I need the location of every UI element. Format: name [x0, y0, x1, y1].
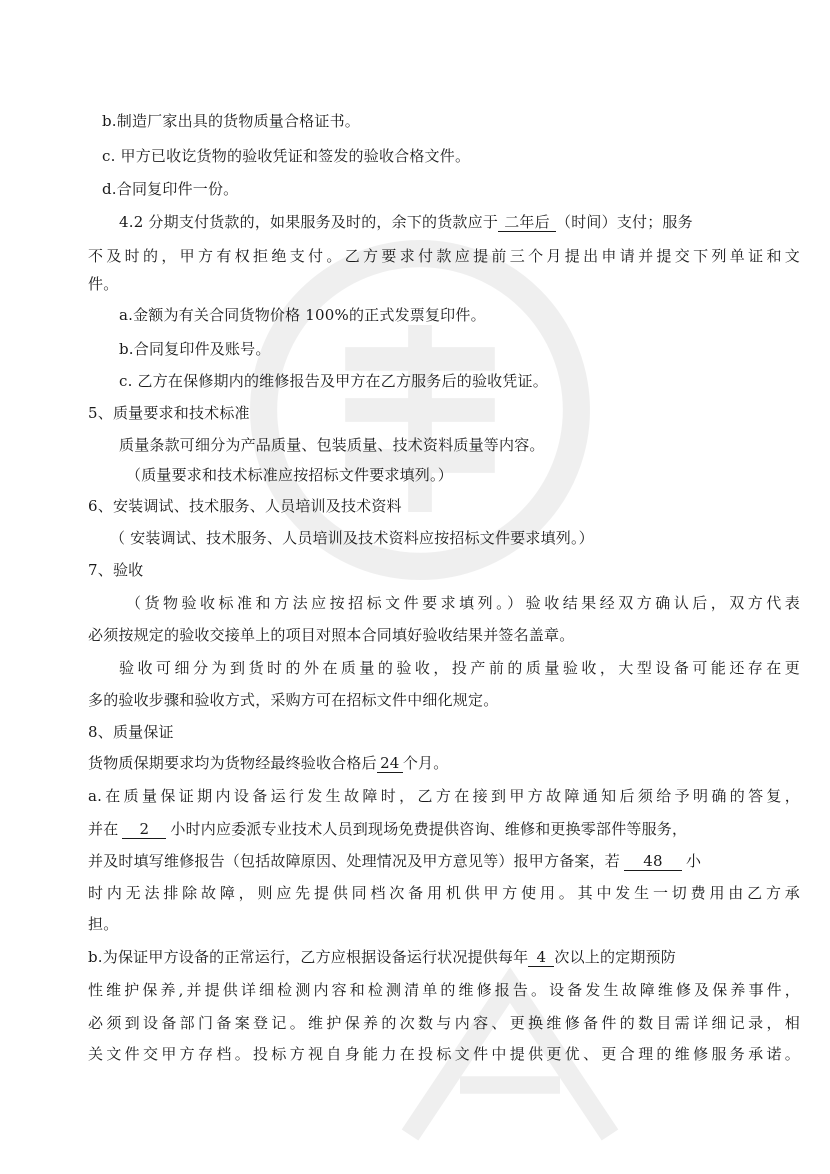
text-segment: 小 — [686, 852, 702, 870]
text-line — [88, 753, 448, 773]
text-line: a.金额为有关合同货物价格 100%的正式发票复印件。 — [119, 306, 486, 324]
text-line: （ 安装调试、技术服务、人员培训及技术资料应按招标文件要求填列。） — [110, 529, 594, 547]
section-heading: 7、验收 — [88, 561, 144, 579]
text-line: 验收可细分为到货时的外在质量的验收，投产前的质量验收，大型设备可能还存在更 — [119, 659, 800, 677]
text-line: a.在质量保证期内设备运行发生故障时，乙方在接到甲方故障通知后须给予明确的答复， — [88, 787, 800, 805]
text-line — [119, 212, 693, 232]
text-line: b.合同复印件及账号。 — [119, 340, 271, 358]
fill-in-blank: 24 — [377, 754, 403, 773]
text-segment: 并在 — [88, 820, 119, 838]
text-line: d.合同复印件一份。 — [102, 180, 239, 198]
text-line: 不及时的，甲方有权拒绝支付。乙方要求付款应提前三个月提出申请并提交下列单证和文 — [88, 247, 800, 265]
text-line: 关文件交甲方存档。投标方视自身能力在投标文件中提供更优、更合理的维修服务承诺。 — [88, 1045, 800, 1063]
text-segment: 次以上的定期预防 — [554, 948, 676, 966]
text-line — [88, 851, 701, 871]
text-line: 必须到设备部门备案登记。维护保养的次数与内容、更换维修备件的数目需详细记录，相 — [88, 1014, 800, 1032]
text-line: 必须按规定的验收交接单上的项目对照本合同填好验收结果并签名盖章。 — [88, 626, 575, 644]
text-line: 质量条款可细分为产品质量、包装质量、技术资料质量等内容。 — [119, 436, 545, 454]
fill-in-blank: 4 — [528, 948, 554, 967]
text-line: 多的验收步骤和验收方式，采购方可在招标文件中细化规定。 — [88, 691, 499, 709]
text-segment: b.为保证甲方设备的正常运行，乙方应根据设备运行状况提供每年 — [88, 948, 529, 966]
text-line: b.制造厂家出具的货物质量合格证书。 — [102, 112, 360, 130]
text-line: 担。 — [88, 915, 119, 933]
text-line: c. 甲方已收讫货物的验收凭证和签发的验收合格文件。 — [102, 147, 471, 165]
text-segment: 并及时填写维修报告（包括故障原因、处理情况及甲方意见等）报甲方备案，若 — [88, 852, 621, 870]
text-segment: 货物质保期要求均为货物经最终验收合格后 — [88, 754, 377, 772]
text-line: 时内无法排除故障，则应先提供同档次备用机供甲方使用。其中发生一切费用由乙方承 — [88, 884, 800, 902]
text-line: 性维护保养,并提供详细检测内容和检测清单的维修报告。设备发生故障维修及保养事件， — [88, 981, 800, 999]
fill-in-blank: 2 — [122, 820, 166, 839]
section-heading: 6、安装调试、技术服务、人员培训及技术资料 — [88, 497, 402, 515]
section-heading: 5、质量要求和技术标准 — [88, 404, 250, 422]
text-line — [88, 947, 676, 967]
text-segment: 4.2 分期支付货款的，如果服务及时的，余下的货款应于 — [119, 213, 499, 231]
text-line: c. 乙方在保修期内的维修报告及甲方在乙方服务后的验收凭证。 — [119, 372, 548, 390]
text-line: 件。 — [88, 275, 119, 293]
fill-in-blank: 二年后 — [498, 213, 556, 232]
text-line: （质量要求和技术标准应按招标文件要求填列。） — [126, 466, 453, 484]
text-segment: （时间）支付；服务 — [556, 213, 693, 231]
text-segment: 小时内应委派专业技术人员到现场免费提供咨询、维修和更换零部件等服务， — [170, 820, 688, 838]
text-line: （货物验收标准和方法应按招标文件要求填列。）验收结果经双方确认后，双方代表 — [126, 594, 800, 612]
text-line — [88, 819, 687, 839]
section-heading: 8、质量保证 — [88, 723, 174, 741]
text-segment: 个月。 — [402, 754, 449, 772]
fill-in-blank: 48 — [624, 852, 682, 871]
